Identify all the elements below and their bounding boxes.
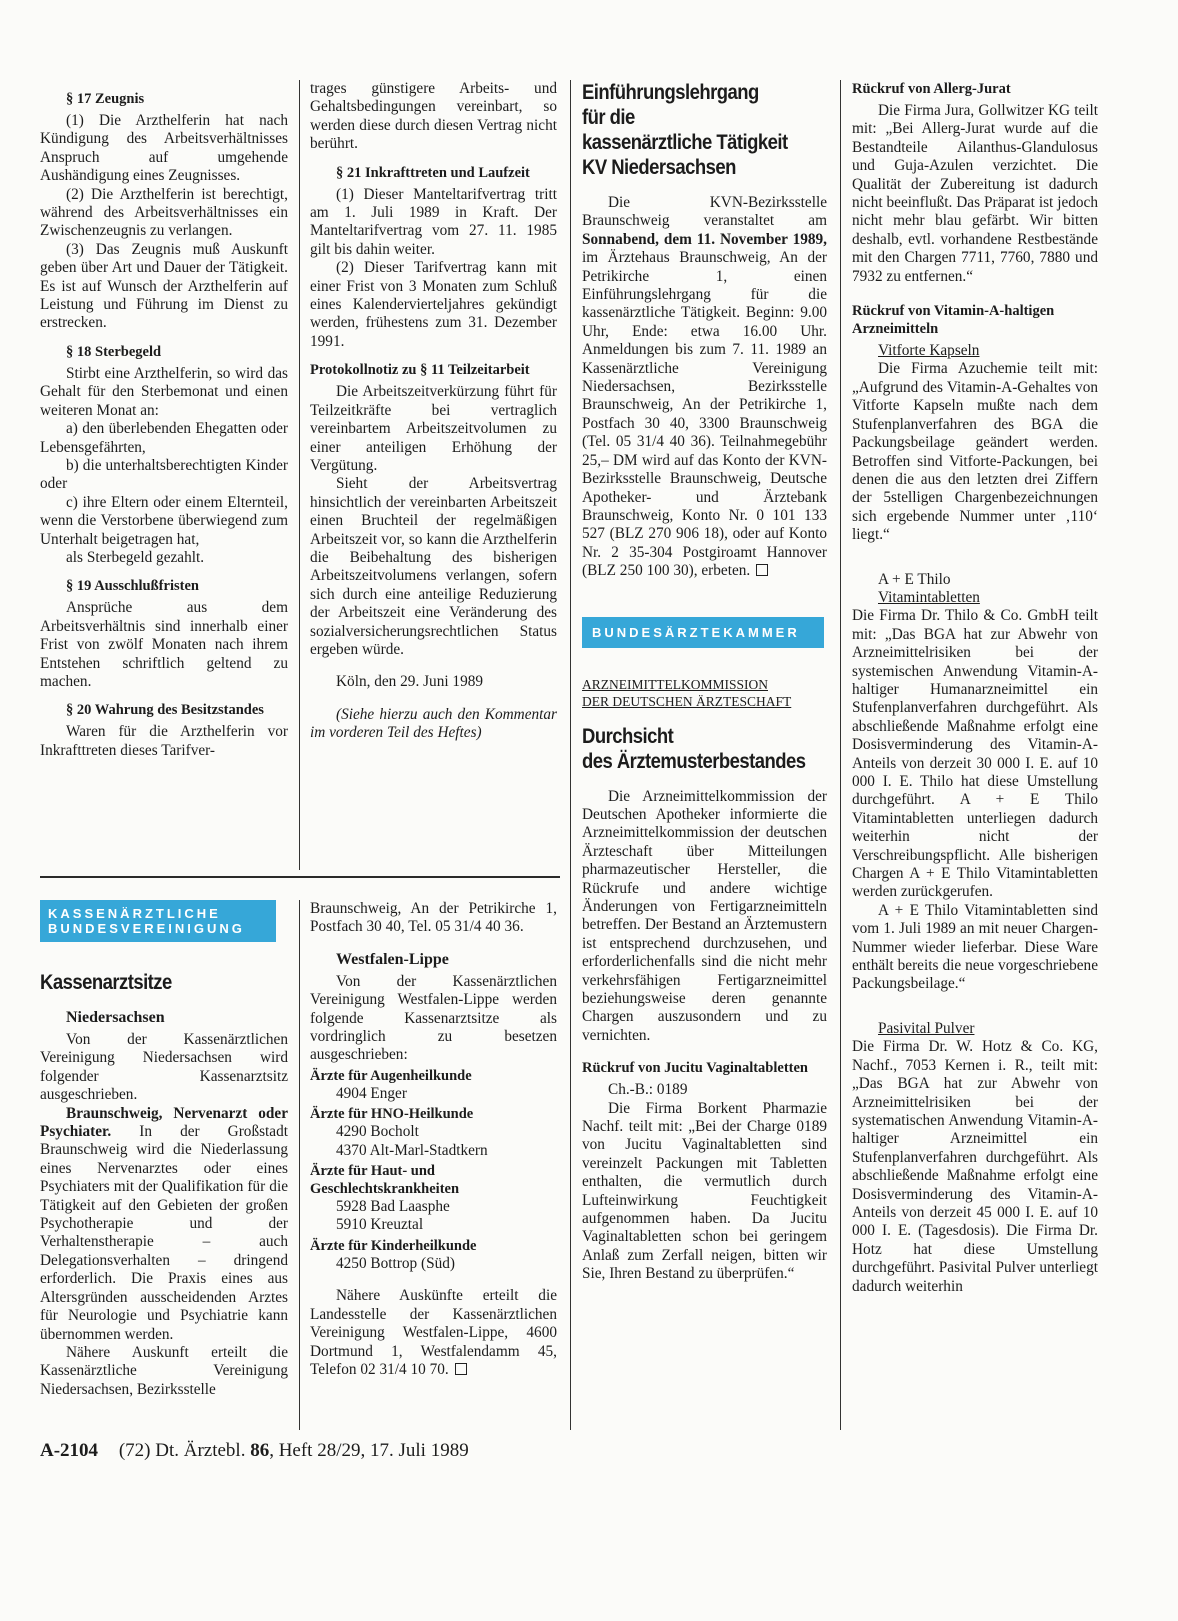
column-divider xyxy=(299,80,300,870)
paragraph: als Sterbegeld gezahlt. xyxy=(66,548,205,566)
headline-line: für die xyxy=(582,106,635,129)
paragraph: Ansprüche aus dem Arbeitsverhältnis sind innerhalb einer Frist von zwölf Monaten nach ihrem Entstehen schriftlich geltend zu machen. xyxy=(40,599,288,690)
text: im Ärztehaus Braunschweig, An der Petrikirche 1, einen Einführungslehrgang für die kassenärztliche Tätigkeit. Beginn: 9.00 Uhr, Ende: etwa 16.00 Uhr. Anmeldungen bis zum 7. 11. 1989 an Kassenärztliche Vereinigung Niedersachsen, Bezirksstelle Braunschweig, An der Petrikirche 1, Postfach 30 40, 3300 Braunschweig (Tel. 05 31/4 40 36). Teilnahmegebühr 25,– DM wird auf das Konto der KVN-Bezirksstelle Braunschweig, Deutsche Apotheker- und Ärztebank Braunschweig, Konto Nr. 0 101 133 527 (BLZ 270 906 18), oder auf Konto Nr. 2 35-304 Postgiroamt Hannover (BLZ 250 100 30), erbeten. xyxy=(582,249,827,580)
paragraph: Von der Kassenärztlichen Vereinigung Westfalen-Lippe werden folgende Kassenarztsitze als vordringlich zu besetzen ausgeschrieben: xyxy=(310,972,557,1064)
issue-info: (72) Dt. Ärztebl. xyxy=(118,1440,246,1461)
paragraph xyxy=(40,1105,288,1344)
product-name: Vitforte Kapseln xyxy=(878,342,980,360)
banner-line: BUNDESVEREINIGUNG xyxy=(48,921,245,936)
section-19-title: § 19 Ausschlußfristen xyxy=(66,578,199,595)
paragraph xyxy=(310,1287,557,1379)
list-item: a) den überlebenden Ehegatten oder Lebensgefährten, xyxy=(40,420,288,456)
batch-number: Ch.-B.: 0189 xyxy=(608,1081,688,1099)
listing: 4904 Enger xyxy=(336,1084,407,1102)
issue-info: , Heft 28/29, 17. Juli 1989 xyxy=(269,1440,469,1461)
section-20-title: § 20 Wahrung des Besitzstandes xyxy=(66,702,264,719)
paragraph: Von der Kassenärztlichen Vereinigung Niedersachsen wird folgender Kassenarztsitz ausgeschrieben. xyxy=(40,1031,288,1104)
paragraph: Stirbt eine Arzthelferin, so wird das Gehalt für den Sterbemonat und einen weiteren Monat an: xyxy=(40,364,288,419)
column-3 xyxy=(582,80,827,1284)
headline-einfuehrungslehrgang xyxy=(582,80,798,180)
paragraph: (1) Die Arzthelferin hat nach Kündigung des Arbeitsverhältnisses Anspruch auf umgehende Aushändigung eines Zeugnisses. xyxy=(40,112,288,185)
paragraph: Nähere Auskunft erteilt die Kassenärztliche Vereinigung Niedersachsen, Bezirksstelle xyxy=(40,1343,288,1398)
listing: 4370 Alt-Marl-Stadtkern xyxy=(336,1141,488,1159)
paragraph: Waren für die Arzthelferin vor Inkrafttreten dieses Tarifver- xyxy=(40,723,288,759)
headline-line: Durchsicht xyxy=(582,724,674,748)
paragraph: Die Firma Borkent Pharmazie Nachf. teilt mit: „Bei der Charge 0189 von Jucitu Vaginaltabletten sind vereinzelt Packungen mit Tabletten enthalten, die vermutlich durch Lufteinwirkung Feuchtigkeit aufgenommen haben. Da Jucitu Vaginaltabletten schon bei geringem Anlaß zum Zerfall neigen, bitten wir Sie, Ihren Bestand zu überprüfen.“ xyxy=(582,1099,827,1283)
jucitu-title: Rückruf von Jucitu Vaginaltabletten xyxy=(582,1060,808,1077)
westfalen-lippe-title: Westfalen-Lippe xyxy=(336,950,449,968)
paragraph: Die Firma Dr. Thilo & Co. GmbH teilt mit: „Das BGA hat zur Abwehr von Arzneimittelrisiken bei der systemischen Anwendung Vitamin-A-haltiger Humanarzneimittel ein Stufenplanverfahren durchgeführt. Als abschließende Maßnahme erfolgt eine Dosisverminderung des Vitamin-A-Anteils von derzeit 30 000 I. E. auf 10 000 I. E. Thilo hat diese Umstellung durchgeführt. A + E Thilo Vitamintabletten unterliegen dadurch weiterhin nicht der Verschreibungspflicht. Alle bisherigen Chargen A + E Thilo Vitamintabletten werden zurückgerufen. xyxy=(852,607,1098,901)
paragraph: Die Firma Azuchemie teilt mit: „Aufgrund des Vitamin-A-Gehaltes von Vitforte Kapseln mußte nach dem Stufenplanverfahren des BGA die Packungsbeilage geändert werden. Betroffen sind Vitforte-Packungen, bei denen die aus den letzten drei Ziffern der 5stelligen Chargenbezeichnungen sich ergebende Nummer unter ‚110‘ liegt.“ xyxy=(852,360,1098,544)
bundesaerztekammer-banner: BUNDESÄRZTEKAMMER xyxy=(582,617,824,648)
headline-line: kassenärztliche Tätigkeit xyxy=(582,131,788,154)
category-title: Ärzte für Augenheilkunde xyxy=(310,1067,472,1084)
headline-line: KV Niedersachsen xyxy=(582,156,736,179)
headline-line: des Ärztemusterbestandes xyxy=(582,749,806,773)
text: In der Großstadt Braunschweig wird die Niederlassung eines Nervenarztes oder eines Psychiaters mit der Qualifikation für die Tätigkeit auf den Gebieten der großen Psychotherapie und der Verhaltenstherapie – auch Delegationsverhalten – dringend erforderlich. Die Praxis eines aus Altersgründen ausscheidenden Arztes für Neurologie und Psychiatrie kann übernommen werden. xyxy=(40,1123,288,1343)
kicker: DER DEUTSCHEN ÄRZTESCHAFT xyxy=(582,693,792,709)
niedersachsen-title: Niedersachsen xyxy=(66,1009,165,1026)
protokollnotiz-title: Protokollnotiz zu § 11 Teilzeitarbeit xyxy=(310,362,530,379)
listing: 4290 Bocholt xyxy=(336,1123,419,1141)
paragraph: (2) Dieser Tarifvertrag kann mit einer Frist von 3 Monaten zum Schluß eines Kalendervierteljahres gekündigt werden, frühestens zum 31. Dezember 1991. xyxy=(310,259,557,350)
product-name: A + E Thilo xyxy=(878,570,951,588)
section-17-title: § 17 Zeugnis xyxy=(66,91,145,107)
column-2 xyxy=(310,80,557,743)
listing-highlight: Braunschweig, Nervenarzt oder Psychiater. xyxy=(40,1104,288,1141)
column-divider xyxy=(299,900,300,1430)
listing: 5910 Kreuztal xyxy=(336,1216,424,1234)
headline-line: Einführungslehrgang xyxy=(582,81,759,104)
paragraph: (2) Die Arzthelferin ist berechtigt, während des Arbeitsverhältnisses ein Zwischenzeugnis zu verlangen. xyxy=(40,185,288,240)
listing: 4250 Bottrop (Süd) xyxy=(336,1254,455,1272)
paragraph xyxy=(582,194,827,581)
paragraph: Die Arbeitszeitverkürzung führt für Teilzeitkräfte bei vertraglich vereinbartem Arbeitszeitvolumen zu einer anteiligen Erhöhung der Vergütung. xyxy=(310,383,557,474)
end-mark-icon xyxy=(455,1363,467,1375)
page-footer xyxy=(40,1440,469,1462)
listing: 5928 Bad Laasphe xyxy=(336,1198,450,1216)
list-item: c) ihre Eltern oder einem Elternteil, wenn die Verstorbene überwiegend zum Unterhalt beigetragen hat, xyxy=(40,493,288,548)
column-4 xyxy=(852,80,1098,1296)
paragraph: Sieht der Arbeitsvertrag hinsichtlich der vereinbarten Arbeitszeit einen Bruchteil der regelmäßigen Arbeitszeit vor, so kann die Arzthelferin die Beibehaltung des bisherigen Arbeitszeitvolumens verlangen, sofern sich durch eine anteilige Reduzierung der Arbeitszeit eine Veränderung des sozialversicherungsrechtlichen Status ergeben würde. xyxy=(310,475,557,658)
paragraph: Die Firma Dr. W. Hotz & Co. KG, Nachf., 7053 Kernen i. R., teilt mit: „Das BGA hat zur Abwehr von Arzneimittelrisiken bei der systematischen Anwendung Vitamin-A-haltiger Arzneimittel ein Stufenplanverfahren durchgeführt. Als abschließende Maßnahme erfolgt eine Dosisverminderung des Vitamin-A-Anteils von derzeit 45 000 I. E. auf 10 000 I. E. (Tagesdosis). Die Firma Dr. Hotz hat diese Umstellung durchgeführt. Pasivital Pulver unterliegt dadurch weiterhin xyxy=(852,1038,1098,1295)
section-rule xyxy=(40,876,560,878)
headline-durchsicht xyxy=(582,724,806,774)
text: Die KVN-Bezirksstelle Braunschweig veranstaltet am xyxy=(582,194,827,230)
text: Nähere Auskünfte erteilt die Landesstelle der Kassenärztlichen Vereinigung Westfalen-Lippe, 4600 Dortmund 1, Westfalendamm 45, Telefon 02 31/4 10 70. xyxy=(310,1287,557,1378)
category-title: Ärzte für Haut- und Geschlechtskrankheiten xyxy=(310,1163,460,1198)
column-divider xyxy=(840,80,841,1430)
paragraph: A + E Thilo Vitamintabletten sind vom 1. Juli 1989 an mit neuer Chargen-Nummer wieder lieferbar. Diese Ware enthält bereits die neue vorgeschriebene Packungsbeilage.“ xyxy=(852,901,1098,993)
paragraph: (1) Dieser Manteltarifvertrag tritt am 1. Juli 1989 in Kraft. Der Manteltarifvertrag vom 27. 11. 1985 gilt bis dahin weiter. xyxy=(310,185,557,258)
editorial-note: (Siehe hierzu auch den Kommentar im vorderen Teil des Heftes) xyxy=(310,705,557,742)
paragraph: trages günstigere Arbeits- und Gehaltsbedingungen vereinbart, so werden diese durch diesen Vertrag nicht berührt. xyxy=(310,80,557,153)
paragraph: Die Firma Jura, Gollwitzer KG teilt mit: „Bei Allerg-Jurat wurde auf die Bestandteile Ailanthus-Glandulosus und Guja-Azulen verzichtet. Die Qualität der Zubereitung ist dadurch nicht beeinflußt. Das Präparat ist jedoch nicht mehr blau gefärbt. Wir bitten deshalb, evtl. vorhandene Restbestände mit den Chargen 7711, 7760, 7880 und 7932 zu entfernen.“ xyxy=(852,102,1098,285)
product-name: Vitamintabletten xyxy=(878,588,980,606)
kicker: ARZNEIMITTELKOMMISSION xyxy=(582,676,768,692)
paragraph: Die Arzneimittelkommission der Deutschen Apotheker informierte die Arzneimittelkommission der deutschen Ärzteschaft über Mitteilungen pharmazeutischer Hersteller, die Rückrufe und andere wichtige Änderungen von Fertigarzneimitteln betreffen. Der Bestand an Ärztemustern ist entsprechend durchzusehen, und erforderlichenfalls sind die nicht mehr verkehrsfähigen Fertigarzneimittel beziehungsweise deren genannte Chargen auszusondern und zu vernichten. xyxy=(582,787,827,1044)
kbv-column-b xyxy=(310,900,557,1379)
vitamin-a-title: Rückruf von Vitamin-A-haltigen Arzneimitteln xyxy=(852,303,1055,338)
date-highlight: Sonnabend, dem 11. November 1989, xyxy=(582,230,827,248)
kbv-banner xyxy=(40,900,276,942)
paragraph: (3) Das Zeugnis muß Auskunft geben über Art und Dauer der Tätigkeit. Es ist auf Wunsch der Arzthelferin auf Leistung und Führung im Dienst zu erstrecken. xyxy=(40,240,288,332)
category-title: Ärzte für Kinderheilkunde xyxy=(310,1237,477,1254)
paragraph: Braunschweig, An der Petrikirche 1, Postfach 30 40, Tel. 05 31/4 40 36. xyxy=(310,900,557,936)
banner-line: KASSENÄRZTLICHE xyxy=(48,906,221,921)
page-number: A-2104 xyxy=(40,1440,99,1461)
column-divider xyxy=(570,80,571,1430)
section-18-title: § 18 Sterbegeld xyxy=(66,343,162,360)
product-name: Pasivital Pulver xyxy=(878,1019,975,1037)
volume-number: 86 xyxy=(250,1440,270,1461)
column-1 xyxy=(40,80,288,760)
headline-kassenarztsitze: Kassenarztsitze xyxy=(40,971,172,994)
place-date: Köln, den 29. Juni 1989 xyxy=(336,673,484,691)
end-mark-icon xyxy=(756,564,768,576)
list-item: b) die unterhaltsberechtigten Kinder oder xyxy=(40,456,288,493)
category-title: Ärzte für HNO-Heilkunde xyxy=(310,1106,474,1123)
allerg-title: Rückruf von Allerg-Jurat xyxy=(852,81,1011,97)
kbv-column-a xyxy=(40,900,288,1399)
section-21-title: § 21 Inkrafttreten und Laufzeit xyxy=(336,164,530,181)
